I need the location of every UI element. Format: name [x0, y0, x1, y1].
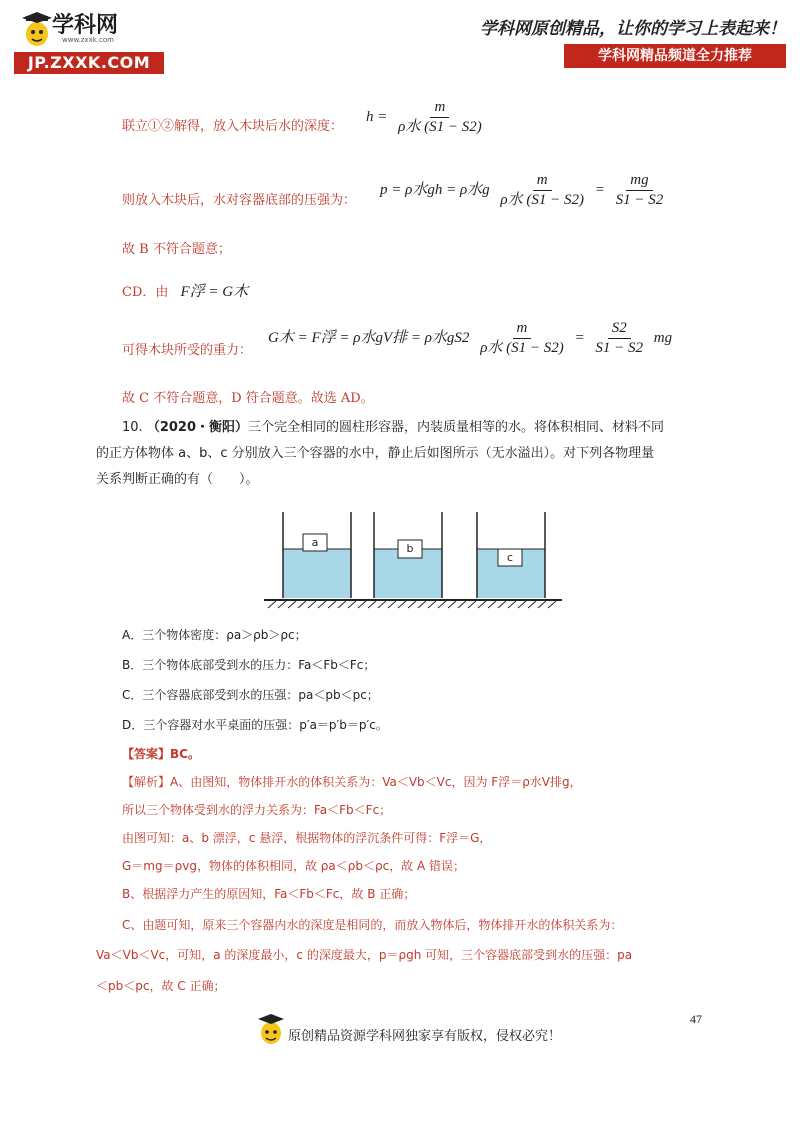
- derivation-line-6: 故 C 不符合题意，D 符合题意。故选 AD。: [122, 391, 374, 406]
- derivation-line-5: [122, 342, 252, 360]
- container-b: [374, 512, 442, 598]
- derivation-text: 联立①②解得，放入木块后水的深度：: [122, 119, 344, 134]
- derivation-text: 可得木块所受的重力：: [122, 343, 253, 358]
- formula-fraction: [591, 320, 647, 357]
- derivation-line-2: [122, 192, 356, 210]
- analysis-line-2: 所以三个物体受到水的浮力关系为：Fa＜Fb＜Fc；: [122, 803, 392, 817]
- question-stem-line-2: 的正方体物体 a、b、c 分别放入三个容器的水中，静止后如图所示（无水溢出）。对下列各物理量: [96, 446, 655, 461]
- fraction-numerator: m: [533, 172, 552, 191]
- formula-weight: [268, 320, 672, 357]
- analysis-line-7: Va＜Vb＜Vc，可知，a 的深度最小，c 的深度最大，p＝ρgh 可知，三个容器底部受到水的压强：pa: [96, 948, 633, 962]
- container-a: [283, 512, 351, 598]
- fraction-numerator: S2: [608, 320, 631, 339]
- mascot-icon: [22, 12, 52, 48]
- fraction-denominator: ρ水 (S1 − S2): [398, 119, 482, 135]
- question-number: 10.: [122, 420, 143, 435]
- header-channel-banner: 学科网精品频道全力推荐: [564, 44, 786, 68]
- fraction-numerator: m: [430, 99, 449, 118]
- derivation-line-4: [122, 283, 248, 302]
- derivation-line-1: [122, 118, 343, 136]
- question-stem-line-3: 关系判断正确的有（ ）。: [96, 472, 259, 487]
- equals-sign: =: [594, 181, 605, 198]
- fraction-denominator: ρ水 (S1 − S2): [480, 340, 564, 356]
- site-logo: [14, 8, 164, 76]
- answer-label: 【答案】BC。: [122, 747, 200, 761]
- fraction-denominator: S1 − S2: [615, 192, 664, 208]
- analysis-line-8: ＜pb＜pc，故 C 正确；: [96, 979, 226, 993]
- containers-figure: [262, 508, 572, 612]
- label-b: b: [406, 542, 414, 555]
- formula-fraction: [496, 172, 588, 209]
- analysis-line-5: B、根据浮力产生的原因知，Fa＜Fb＜Fc，故 B 正确；: [122, 887, 416, 901]
- derivation-text: 则放入木块后，水对容器底部的压强为：: [122, 193, 357, 208]
- label-a: a: [311, 536, 319, 549]
- formula-pressure: [380, 172, 670, 209]
- formula-fraction: [612, 172, 668, 209]
- formula-fraction: [476, 320, 568, 357]
- header-slogan: 学科网原创精品，让你的学习上表起来！: [480, 19, 786, 39]
- label-c: c: [506, 551, 514, 564]
- formula-fraction: [394, 99, 486, 136]
- formula-lhs: p = ρ水gh = ρ水g: [380, 181, 490, 198]
- logo-domain-small: www.zxxk.com: [62, 36, 114, 44]
- formula-buoyancy: F浮 = G木: [180, 284, 249, 300]
- derivation-text: CD．由: [122, 285, 169, 300]
- page-number: 47: [690, 1012, 702, 1026]
- fraction-numerator: mg: [626, 172, 652, 191]
- fraction-denominator: S1 − S2: [595, 340, 643, 356]
- question-stem-line-1: 三个完全相同的圆柱形容器，内装质量相等的水。将体积相同、材料不同: [248, 420, 665, 435]
- fraction-numerator: m: [513, 320, 532, 339]
- analysis-line-6: C、由题可知，原来三个容器内水的深度是相同的，而放入物体后，物体排开水的体积关系为：: [122, 918, 623, 932]
- analysis-line-4: G＝mg＝ρvg，物体的体积相同，故 ρa＜ρb＜ρc，故 A 错误；: [122, 859, 466, 873]
- formula-lhs: G木 = F浮 = ρ水gV排 = ρ水gS2: [268, 329, 470, 346]
- mascot-icon: [258, 1014, 284, 1046]
- question-source: （2020・衡阳）: [146, 420, 249, 435]
- formula-lhs: h =: [366, 108, 388, 125]
- option-c: C．三个容器底部受到水的压强：pa＜pb＜pc；: [122, 688, 379, 702]
- tabletop-hatching: [268, 601, 556, 608]
- formula-depth: [366, 99, 489, 136]
- logo-url: JP.ZXXK.COM: [14, 52, 164, 74]
- logo-title: 学科网: [52, 13, 119, 38]
- fraction-denominator: ρ水 (S1 − S2): [500, 192, 584, 208]
- option-b: B．三个物体底部受到水的压力：Fa＜Fb＜Fc；: [122, 658, 376, 672]
- derivation-line-3: 故 B 不符合题意；: [122, 242, 231, 257]
- analysis-line-3: 由图可知：a、b 漂浮，c 悬浮，根据物体的浮沉条件可得：F浮＝G，: [122, 831, 492, 845]
- option-d: D．三个容器对水平桌面的压强：p′a＝p′b＝p′c。: [122, 718, 388, 732]
- equals-sign: =: [574, 329, 585, 346]
- analysis-line-1: 【解析】A、由图知，物体排开水的体积关系为：Va＜Vb＜Vc，因为 F浮＝ρ水V排g，: [122, 775, 582, 789]
- formula-tail: mg: [653, 329, 673, 346]
- option-a: A．三个物体密度：ρa＞ρb＞ρc；: [122, 628, 307, 642]
- copyright-notice: 原创精品资源学科网独家享有版权，侵权必究！: [288, 1029, 562, 1044]
- question-stem: [96, 415, 722, 493]
